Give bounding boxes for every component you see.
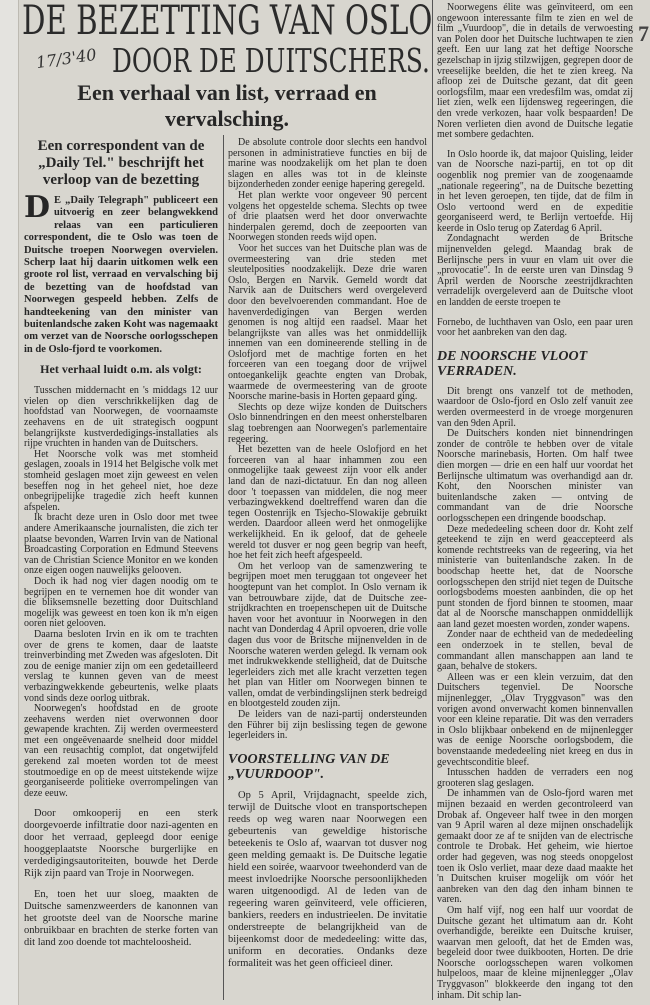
headline-line-2-text: DOOR DE DUITSCHERS. xyxy=(112,41,430,80)
headline-line-1-text: DE BEZETTING VAN OSLO xyxy=(22,0,433,44)
intro-paragraph xyxy=(24,190,218,356)
article-paragraph: Tusschen middernacht en 's middags 12 uur vielen op dien verschrikkelijken dag de hoofdstad van Noorwegen, de voornaamste zeehavens en de uit strategisch oogpunt belangrijkste kustverdedigings-installaties als rijpe vruchten in handen van de Duitschers. xyxy=(24,385,218,450)
headline-line-1 xyxy=(22,0,432,42)
column-1 xyxy=(24,138,218,949)
article-paragraph: Intusschen hadden de verraders een nog grooteren slag geslagen. xyxy=(437,767,633,789)
article-paragraph: Doch ik had nog vier dagen noodig om te begrijpen en te vernemen hoe dit wonder van die bliksemsnelle bezetting door Duitschland mogelijk was geweest en toen kon ik m'n eigen ooren niet gelooven. xyxy=(24,575,218,630)
column-3 xyxy=(437,3,633,1001)
subtitle: Een verhaal van list, verraad en vervalsching. xyxy=(77,80,377,131)
article-paragraph: Het Noorsche volk was met stomheid geslagen, zooals in 1914 het Belgische volk met stomheid geslagen moet zijn geweest en velen beseffen nog in het geheel niet, hoe deze onbegrijpelijke tragedie zich heeft kunnen afspelen. xyxy=(24,448,218,513)
article-paragraph: Het bezetten van de heele Oslofjord en het forceeren van al haar inhammen zou een onmogelijke taak geweest zijn voor elk ander land dan de nazi-dictatuur. En dan nog alleen door 't toepassen van middelen, die nog meer verbazingwekkend doeltreffend waren dan die tegen Oostenrijk en Tsjecho-Slowakije gebruikt werden. Daardoor alleen werd het onmogelijke werkelijkheid. En ik geloof, dat de geheele wereld tot dusver er nog geen begrip van heeft, hoe het feit zich heeft afgespeeld. xyxy=(228,444,427,562)
article-paragraph: Ik bracht deze uren in Oslo door met twee andere Amerikaansche journalisten, die zich ter plaatse bevonden, Warren Irvin van de National Broadcasting Corporation en Edmund Steevens van de Christian Science Monitor en we konden onze eigen oogen nauwelijks gelooven. xyxy=(24,512,218,577)
drop-cap: D xyxy=(24,190,51,225)
article-paragraph: Op 5 April, Vrijdagnacht, speelde zich, terwijl de Duitsche vloot en transportschepen reeds op weg waren naar Noorwegen een gebeurtenis van geweldige historische beteekenis te Oslo af, waarvan tot dusver nog geen melding gemaakt is. De Duitsche legatie hield een soirée, waarvoor tweehonderd van de meest invloedrijke Noorsche persoonlijkheden waren uitgenoodigd. Al de leden van de regeering waren geïnviteerd, vele officieren, bankiers, reeders en industrieelen. De invitatie onderstreepte de belangrijkheid van de bijeenkomst door de mededeeling: witte das, uniform en decoraties. Ondanks deze formaliteit was het geen officieel diner. xyxy=(228,789,427,969)
column-divider xyxy=(432,0,433,1000)
column-divider xyxy=(223,135,224,1000)
section-heading: VOORSTELLING VAN DE „VUURDOOP". xyxy=(228,751,390,782)
article-paragraph: De absolute controle door slechts een handvol personen in administratieve functies en bij de marine was noodzakelijk om het plan te doen slagen en alles was tot in de kleinste bijzonderheden zonder eenige hapering geregeld. xyxy=(228,137,427,191)
column-2 xyxy=(228,138,427,970)
article-paragraph: En, toen het uur sloeg, maakten de Duitsche samenzweerders de kanonnen van het grootste deel van de Noorsche marine onbruikbaar en brachten de sterke forten van dit land zoo doende tot machteloosheid. xyxy=(24,889,218,949)
section-heading: DE NOORSCHE VLOOT VERRADEN. xyxy=(437,348,588,379)
article-paragraph: Noorwegen's hoofdstad en de groote zeehavens werden niet overwonnen door gewapende krachten. Zij werden overmeesterd met een ongeëvenaarde snelheid door middel van een reusachtig complot, dat ongetwijfeld gerekend zal moeten worden tot de meest stoutmoedige en op de meest uitstekende wijze georganiseerde politieke overrompelingen van deze eeuw. xyxy=(24,703,218,799)
lead-line: Het verhaal luidt o.m. als volgt: xyxy=(40,362,202,377)
article-paragraph: In Oslo hoorde ik, dat majoor Quisling, leider van de Noorsche nazi-partij, en tot op dit oogenblik nog premier van de zoogenaamde „nationale regeering", na de Duitsche bezetting in het leven geroepen, ten tijde, dat de film in Oslo vertoond werd en de expeditie georganiseerd werd, te Berlijn vertoefde. Hij keerde in Oslo terug op Zaterdag 6 April. xyxy=(437,148,633,234)
article-paragraph: Het plan werkte voor ongeveer 90 percent volgens het opgestelde schema. Slechts op twee of drie plaatsen werd het door onverwachte hinderpalen geremd, doch de zeepoorten van Noorwegen stonden reeds wijd open. xyxy=(228,189,427,244)
handwritten-date: 17/3'40 xyxy=(34,44,98,73)
article-paragraph: Dit brengt ons vanzelf tot de methoden, waardoor de Oslo-fjord en Oslo zelf vanuit zee werden overmeesterd in de vroege morgenuren van den 9den April. xyxy=(437,385,633,429)
article-paragraph: Door omkooperij en een sterk doorgevoerde infiltratie door nazi-agenten en door het verraad, gepleegd door eenige hooggeplaatste Noorsche burgerlijke en verdedigingsautoriteiten, bouwde het Derde Rijk zijn paard van Troje in Noorwegen. xyxy=(24,808,218,880)
article-paragraph: Deze mededeeling scheen door dr. Koht zelf geteekend te zijn en werd geaccepteerd als komende rechtstreeks van de regeering, via het ministerie van buitenlandsche zaken. In de boodschap heette het, dat de Noorsche oorlogsschepen den strijd niet tegen de Duitsche oorlogsbodems moesten aanbinden, die op het punt stonden de fjord binnen te stoomen, maar dat al de Noorsche manschappen onmiddellijk aan land gezet moesten worden, zonder wapens. xyxy=(437,523,633,630)
article-paragraph: Slechts op deze wijze konden de Duitschers Oslo binnendringen en den meest onherstelbaren slag toebrengen aan Noorwegen's parlementaire regeering. xyxy=(228,401,427,445)
article-paragraph: Voor het succes van het Duitsche plan was de overmeestering van drie steden met sleutelposities noodzakelijk. Deze drie waren Oslo, Bergen en Narvik. Gemeld wordt dat Narvik aan de Duitschers werd overgeleverd door den bevelvoerenden commandant. Hoe de havenverdedigingen van Bergen werden genomen is nog altijd een raadsel. Maar het belangrijkste van alles was het onmiddellijk innemen van een domineerende stelling in de Oslofjord met de machtige forten en het forceeren van een toegang door de vrijwel ontoegankelijk geachte engten van Drobak, waarmede de overmeestering van de groote Noorsche marine-basis in Horten gepaard ging. xyxy=(228,242,427,403)
article-paragraph: Zonder naar de echtheid van de mededeeling een onderzoek in te stellen, beval de commandant allen manschappen aan land te gaan, behalve de stokers. xyxy=(437,629,633,673)
article-paragraph: Noorwegens élite was geïnviteerd, om een ongewoon interessante film te zien en wel de film „Vuurdoop", die in details de verwoesting van Polen door het Duitsche luchtwapen te zien geeft. Een uur lang zat het deftige Noorsche gezelschap in ijzig stilzwijgen, gegrepen door de vreeselijke beelden, die het te zien kreeg. Na afloop zei de Duitsche gezant, dat dit geen oorlogsfilm, maar een vredesfilm was, omdat zij liet zien, welk een lijdensweg regeeringen, die den vrede verkozen, haar volk bespaarden! De Noren verlieten dien avond de Duitsche legatie met sombere gedachten. xyxy=(437,2,633,141)
article-paragraph: Daarna besloten Irvin en ik om te trachten over de grens te komen, daar de laatste treinverbinding met Zweden was afgesloten. Dit zou de eenige manier zijn om een gedetailleerd verslag te kunnen geven van de meest verbazingwekkende gebeurtenis, welke plaats vond sinds deze oorlog uitbrak. xyxy=(24,628,218,704)
article-paragraph: De leiders van de nazi-partij ondersteunden den Führer bij zijn beslissing tegen de gewone legerleiders in. xyxy=(228,709,427,742)
article-paragraph: De Duitschers konden niet binnendringen zonder de contrôle te hebben over de vitale Noorsche marinebasis, Horten. Om half twee dien morgen — drie en een half uur voordat het Berlijnsche ultimatum was overhandigd aan dr. Koht, den Noorschen minister van buitenlandsche zaken — ontving de commandant van de drie Noorsche oorlogsschepen een dringende boodschap. xyxy=(437,428,633,524)
headline-line-2 xyxy=(112,43,430,78)
article-paragraph: Fornebo, de luchthaven van Oslo, een paar uren voor het aanbreken van den dag. xyxy=(437,316,633,339)
article-paragraph: Om het verloop van de samenzwering te begrijpen moet men teruggaan tot ongeveer het hoogtepunt van het complot. In Oslo vernam ik van betrouwbare zijde, dat de Duitsche zee-strijdkrachten en troepenschepen uit de Duitsche haven voor het avontuur in Noorwegen in den nacht van Donderdag 4 April opvoeren, drie volle dagen dus voor de Britsche mijnenvelden in de Noorsche wateren werden gelegd. Ik vernam ook met indrukwekkende stelligheid, dat de Duitsche legerleiders zich met alle kracht verzetten tegen het plan van Hitler om Noorwegen binnen te vallen, omdat de verbindingslijnen sterk bedreigd en blootgesteld zouden zijn. xyxy=(228,560,427,710)
deck-heading: Een correspondent van de „Daily Tel." beschrijft het verloop van de bezetting xyxy=(37,138,205,188)
article-paragraph: Om half vijf, nog een half uur voordat de Duitsche gezant het ultimatum aan dr. Koht overhandigde, bereikte een Duitsche kruiser, waarvan men gelooft, dat het de Emden was, begeleid door twee duikbooten, Horten. De drie Noorsche oorlogsschepen waren volkomen hulpeloos, maar de kleine mijnenlegger „Olav Tryggvason" blokkeerde den ingang tot den inham. Dit schip lan- xyxy=(437,904,633,1001)
article-paragraph: Alleen was er een klein verzuim, dat den Duitschers tegenviel. De Noorsche mijnenlegger, „Olav Tryggvason" was den vorigen avond onverwacht komen binnenvallen voor een kleine reparatie. Dit was den verraders in Oslo blijkbaar onbekend en de mijnenlegger was de eenige Noorsche oorlogsbodem, die bovenstaande mededeeling niet kreeg en dus in gevechtsconditie bleef. xyxy=(437,671,633,768)
article-paragraph: De inhammen van de Oslo-fjord waren met mijnen bezaaid en werden gecontroleerd van Drobak af. Ongeveer half twee in den morgen van 9 April waren al deze mijnen onschadelijk gemaakt door ze af te snijden van de electrische controle te Drobak. Het geheim, wie hiertoe order had gegeven, was nog steeds onopgelost toen ik Oslo verliet, maar deze daad maakte het 'n Duitschen kruiser mogelijk om vóór het aanbreken van den dag den inham binnen te varen. xyxy=(437,788,633,906)
intro-text: E „Daily Telegraph" publiceert een uitvoerig en zeer belangwekkend relaas van een particulieren correspondent, die te Oslo was toen de Duitsche troepen Noorwegen overvielen. Scherp laat hij daarin uitkomen welk een groote rol list, verraad en vervalsching bij de bezetting van de hoofdstad van Noorwegen gespeeld hebben. Zelfs de handteekening van den minister van buitenlandsche zaken Koht was nagemaakt om verzet van de Noorsche oorlogsschepen in de Oslo-fjord te voorkomen. xyxy=(24,195,218,355)
page-mark: 7 xyxy=(638,21,649,46)
left-margin-strip xyxy=(0,0,19,1005)
article-paragraph: Zondagnacht werden de Britsche mijnenvelden gelegd. Maandag brak de Berlijnsche pers in vuur en vlam uit over die „provocatie". In de eerste uren van Dinsdag 9 April werden de Noorsche zeestrijdkrachten verradelijk overgeleverd aan de Duitsche vloot en landden de eerste troepen te xyxy=(437,233,633,309)
